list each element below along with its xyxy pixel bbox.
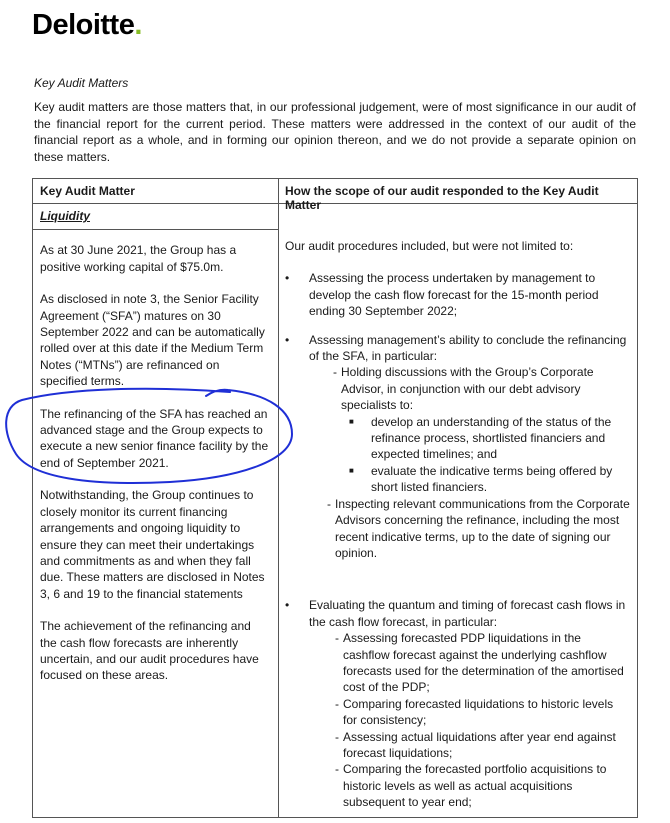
brand-dot: . xyxy=(134,9,142,41)
procedures-intro: Our audit procedures included, but were not limited to: xyxy=(285,239,574,253)
sub-item-text: Comparing the forecasted portfolio acquisitions to historic levels as well as actual acquisitions subsequent to year end; xyxy=(343,762,607,810)
sub-item-text: Holding discussions with the Group’s Corporate Advisor, in conjunction with our debt advisory specialists to: xyxy=(341,365,594,413)
sub-item xyxy=(309,729,630,762)
header-key-audit-matter: Key Audit Matter xyxy=(40,184,135,198)
dash-marker: - xyxy=(333,365,337,380)
bullet-marker: • xyxy=(285,598,290,613)
square-item-text: evaluate the indicative terms being offered by short listed financiers. xyxy=(371,463,613,495)
square-item xyxy=(309,463,630,496)
sub-item xyxy=(309,496,630,562)
bullet-marker: • xyxy=(285,271,290,286)
dash-marker: - xyxy=(335,762,339,777)
bullet-text: Assessing management’s ability to conclude the refinancing of the SFA, in particular: xyxy=(309,332,627,364)
sub-item xyxy=(309,630,630,696)
bullet-text: Assessing the process undertaken by management to develop the cash flow forecast for the 15-month period ending 30 September 2022; xyxy=(309,271,599,319)
matter-title: Liquidity xyxy=(40,209,90,223)
sub-item-text: Assessing forecasted PDP liquidations in the cashflow forecast against the underlying cashflow forecasts used for the determination of the amortised cost of the PDP; xyxy=(343,631,624,695)
key-audit-matters-table xyxy=(32,178,638,818)
square-item xyxy=(309,414,630,463)
sub-item xyxy=(309,696,630,729)
sub-item-text: Inspecting relevant communications from the Corporate Advisors concerning the refinance, including the most recent indicative terms, up to the date of signing our opinion. xyxy=(335,496,630,560)
square-marker: ■ xyxy=(349,465,354,475)
sub-item-text: Comparing forecasted liquidations to historic levels for consistency; xyxy=(343,696,614,728)
sub-item-text: Assessing actual liquidations after year end against forecast liquidations; xyxy=(343,729,616,760)
left-paragraph: As at 30 June 2021, the Group has a positive working capital of $75.0m. xyxy=(40,243,237,274)
dash-marker: - xyxy=(335,729,339,744)
left-column xyxy=(40,208,270,700)
left-paragraph: The refinancing of the SFA has reached an advanced stage and the Group expects to execute a new senior finance facility by the end of September 2021. xyxy=(40,406,269,470)
intro-paragraph: Key audit matters are those matters that, in our professional judgement, were of most significance in our audit of the financial report for the current period. These matters were addressed in the context of our audit of the financial report as a whole, and in forming our opinion thereon, and we do not provide a separate opinion on these matters. xyxy=(34,100,636,164)
left-paragraph: As disclosed in note 3, the Senior Facility Agreement (“SFA”) matures on 30 September 2022 and can be automatically rolled over at this date if the Medium Term Notes (“MTNs”) are refinanced on specified terms. xyxy=(40,292,265,389)
dash-marker: - xyxy=(335,696,339,711)
sub-item xyxy=(309,761,630,810)
bullet-item xyxy=(285,332,630,562)
left-paragraph: Notwithstanding, the Group continues to closely monitor its current financing arrangements and ongoing liquidity to ensure they can meet their undertakings and commitments as and when they fall due. These matters are disclosed in Notes 3, 6 and 19 to the financial statements xyxy=(40,488,265,601)
brand-name: Deloitte xyxy=(32,9,135,41)
bullet-item xyxy=(285,270,630,319)
square-item-text: develop an understanding of the status of the refinance process, shortlisted financiers and expected timelines; and xyxy=(371,414,612,462)
bullet-text: Evaluating the quantum and timing of forecast cash flows in the cash flow forecast, in particular: xyxy=(309,598,626,629)
bullet-item xyxy=(285,597,630,810)
dash-marker: - xyxy=(335,631,339,646)
sub-item xyxy=(309,364,630,413)
bullet-marker: • xyxy=(285,332,290,347)
right-column xyxy=(285,238,630,823)
left-paragraph: The achievement of the refinancing and the cash flow forecasts are inherently uncertain, and our audit procedures have focused on these areas. xyxy=(40,619,259,683)
dash-marker: - xyxy=(327,496,331,511)
square-marker: ■ xyxy=(349,416,354,426)
column-divider xyxy=(278,179,279,817)
header-audit-response: How the scope of our audit responded to the Key Audit Matter xyxy=(285,184,599,212)
section-title: Key Audit Matters xyxy=(34,76,129,90)
deloitte-logo xyxy=(32,9,142,42)
